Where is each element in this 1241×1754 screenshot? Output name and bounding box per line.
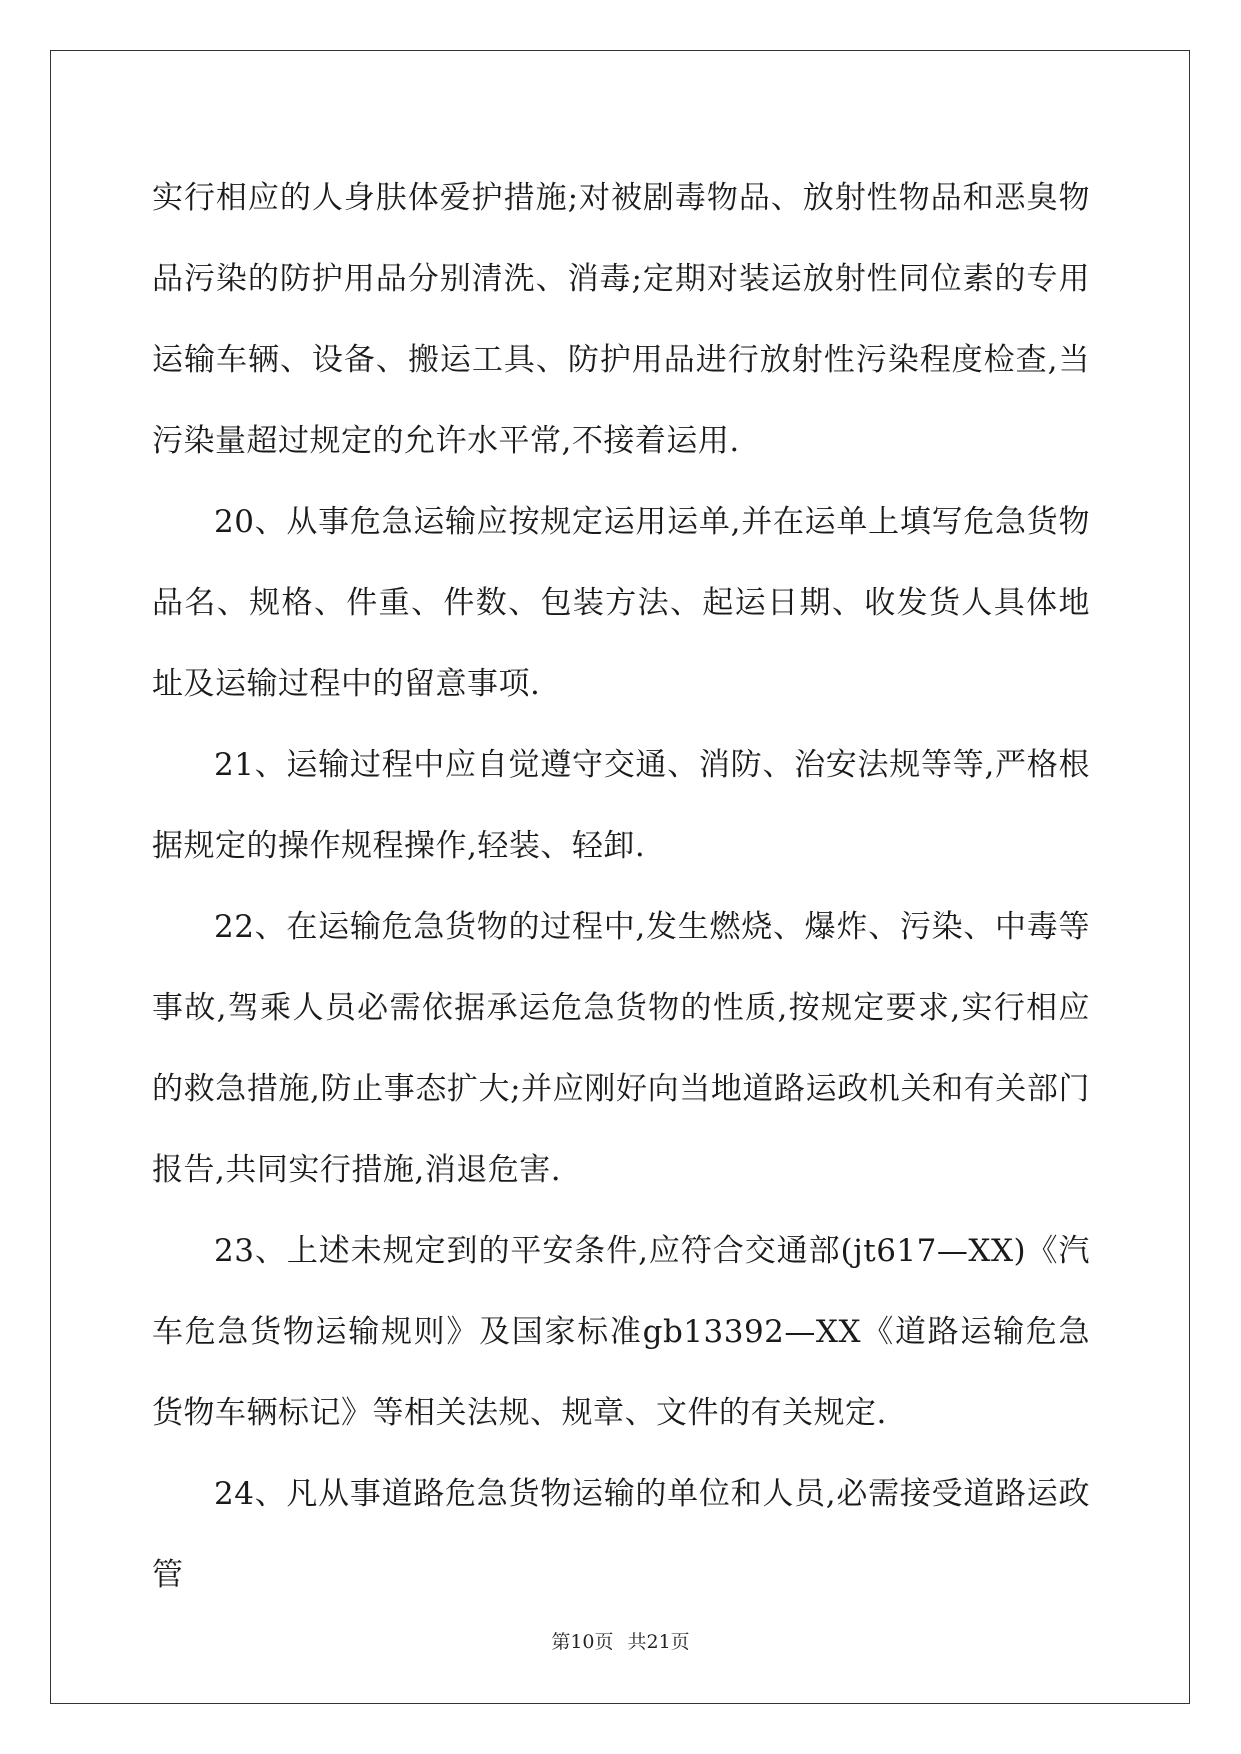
- paragraph-continuation: 实行相应的人身肤体爱护措施;对被剧毒物品、放射性物品和恶臭物品污染的防护用品分别清洗、消毒;定期对装运放射性同位素的专用运输车辆、设备、搬运工具、防护用品进行放射性污染程度检查,当污染量超过规定的允许水平常,不接着运用.: [152, 180, 1090, 459]
- paragraph-item-21: 21、运输过程中应自觉遵守交通、消防、治安法规等等,严格根据规定的操作规程操作,轻装、轻卸.: [152, 747, 1090, 864]
- paragraph-item-22: 22、在运输危急货物的过程中,发生燃烧、爆炸、污染、中毒等事故,驾乘人员必需依据承运危急货物的性质,按规定要求,实行相应的救急措施,防止事态扩大;并应刚好向当地道路运政机关和有关部门报告,共同实行措施,消退危害.: [152, 909, 1090, 1188]
- document-body: [152, 158, 1090, 1616]
- paragraph-item-20: 20、从事危急运输应按规定运用运单,并在运单上填写危急货物品名、规格、件重、件数、包装方法、起运日期、收发货人具体地址及运输过程中的留意事项.: [152, 504, 1090, 702]
- page-total: 共21页: [627, 1631, 690, 1653]
- page-number: 第10页: [551, 1631, 614, 1653]
- paragraph-item-24: 24、凡从事道路危急货物运输的单位和人员,必需接受道路运政管: [152, 1476, 1090, 1593]
- paragraph-item-23: 23、上述未规定到的平安条件,应符合交通部(jt617—XX)《汽车危急货物运输规则》及国家标准gb13392—XX《道路运输危急货物车辆标记》等相关法规、规章、文件的有关规定.: [152, 1233, 1090, 1431]
- page-footer: [0, 1630, 1241, 1654]
